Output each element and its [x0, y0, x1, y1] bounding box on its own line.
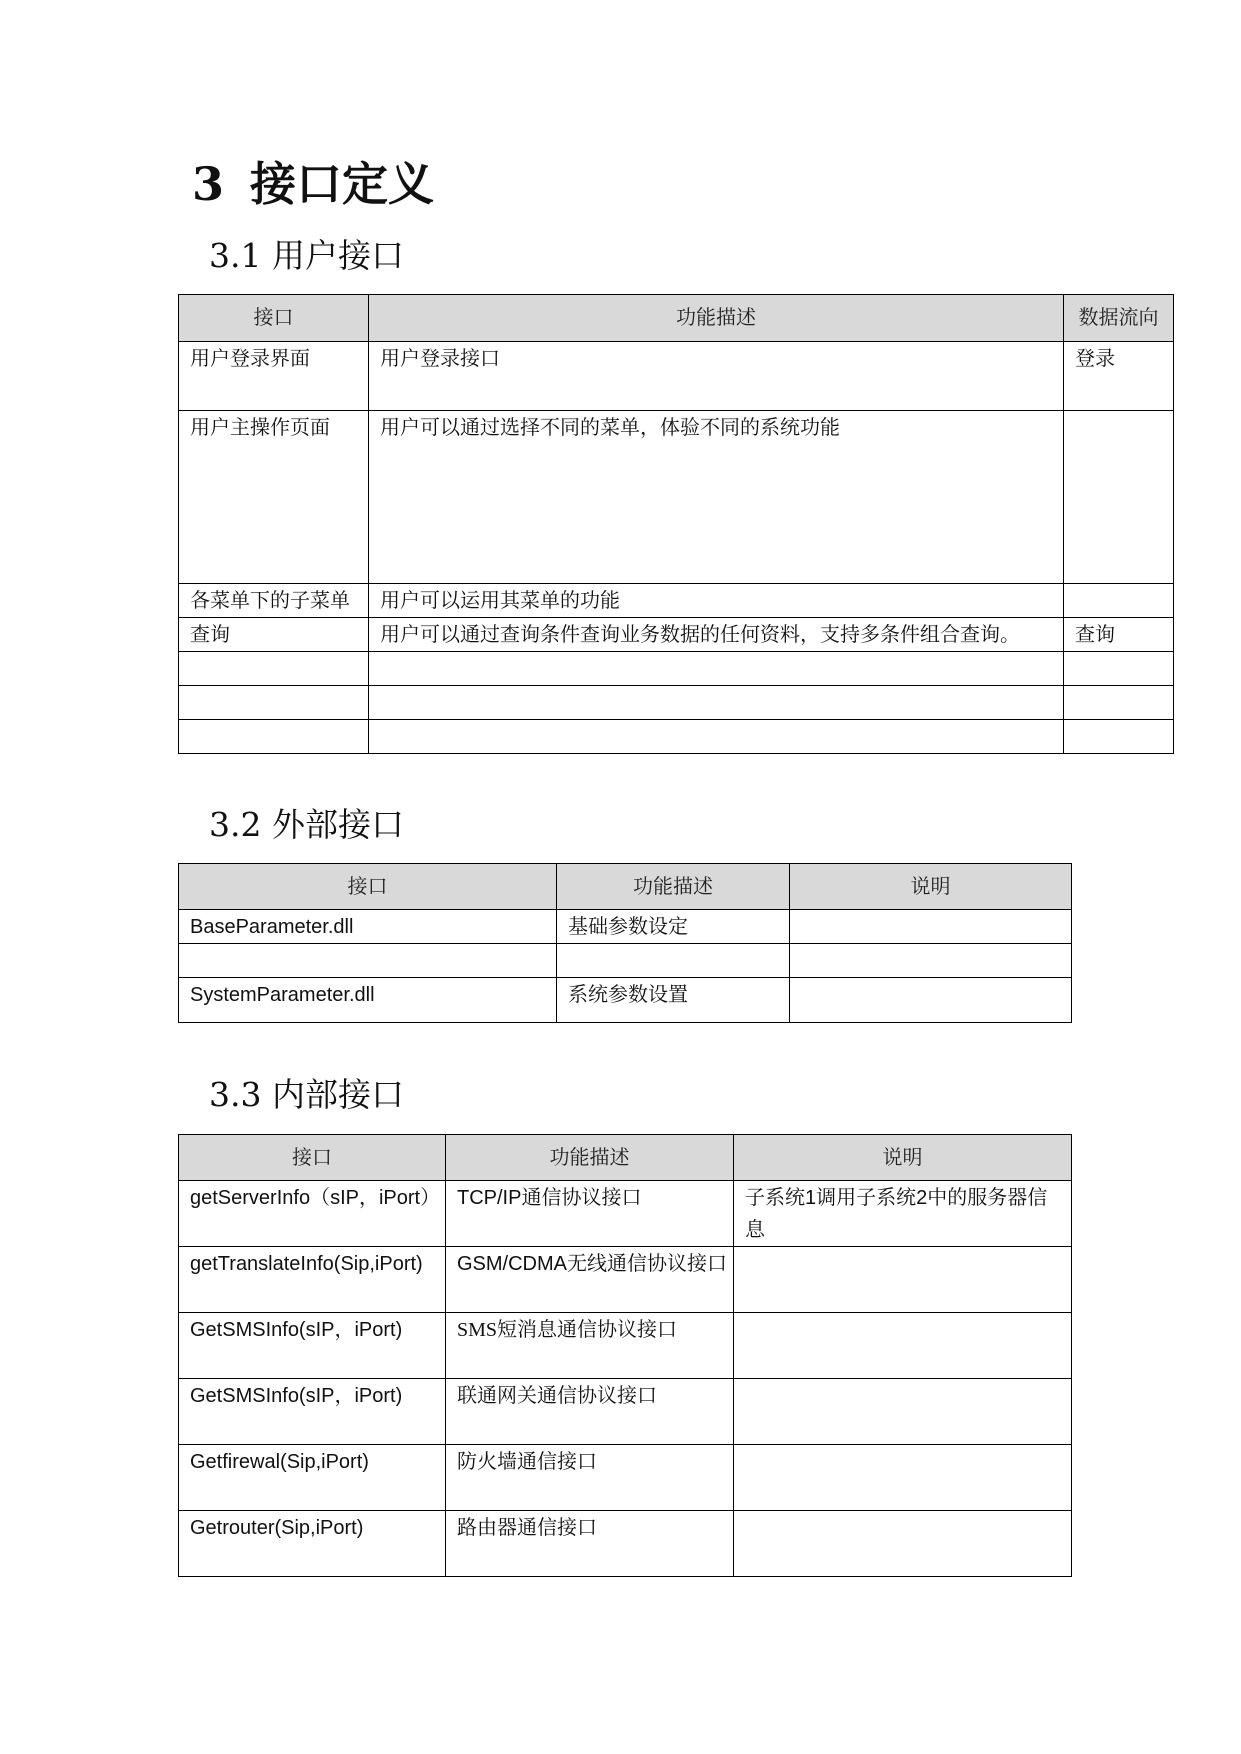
- header-notes: 说明: [734, 1135, 1072, 1181]
- cell-description: [369, 686, 1064, 720]
- cell-interface: GetSMSInfo(sIP，iPort): [179, 1313, 446, 1379]
- cell-data-flow: [1064, 584, 1174, 618]
- cell-description: GSM/CDMA无线通信协议接口: [446, 1247, 734, 1313]
- cell-interface: 各菜单下的子菜单: [179, 584, 369, 618]
- cell-description: 用户可以通过选择不同的菜单，体验不同的系统功能: [369, 411, 1064, 584]
- cell-description: 用户可以运用其菜单的功能: [369, 584, 1064, 618]
- table-row: [179, 411, 1174, 584]
- table-row: [179, 342, 1174, 411]
- cell-interface: Getfirewal(Sip,iPort): [179, 1445, 446, 1511]
- table-row: [179, 910, 1072, 944]
- external-interface-table: [178, 863, 1072, 1023]
- cell-interface: SystemParameter.dll: [179, 978, 557, 1023]
- cell-notes: [790, 910, 1072, 944]
- table-row: [179, 652, 1174, 686]
- cell-description: 联通网关通信协议接口: [446, 1379, 734, 1445]
- cell-data-flow: [1064, 411, 1174, 584]
- cell-description: 用户可以通过查询条件查询业务数据的任何资料，支持多条件组合查询。: [369, 618, 1064, 652]
- cell-interface: 查询: [179, 618, 369, 652]
- cell-data-flow: 登录: [1064, 342, 1174, 411]
- header-interface: 接口: [179, 1135, 446, 1181]
- cell-description: 防火墙通信接口: [446, 1445, 734, 1511]
- cell-description: 基础参数设定: [557, 910, 790, 944]
- cell-notes: [790, 978, 1072, 1023]
- cell-interface: GetSMSInfo(sIP，iPort): [179, 1379, 446, 1445]
- cell-description: [369, 652, 1064, 686]
- table-row: [179, 978, 1072, 1023]
- cell-description: 用户登录接口: [369, 342, 1064, 411]
- table-row: [179, 1511, 1072, 1577]
- table-header-row: [179, 1135, 1072, 1181]
- user-interface-heading: 3.1 用户接口: [209, 236, 404, 275]
- header-interface: 接口: [179, 295, 369, 342]
- cell-data-flow: [1064, 686, 1174, 720]
- cell-description: [369, 720, 1064, 754]
- table-row: [179, 1445, 1072, 1511]
- header-function-description: 功能描述: [446, 1135, 734, 1181]
- cell-data-flow: [1064, 720, 1174, 754]
- table-header-row: [179, 295, 1174, 342]
- cell-interface: 用户主操作页面: [179, 411, 369, 584]
- cell-description: TCP/IP通信协议接口: [446, 1181, 734, 1247]
- cell-interface: [179, 944, 557, 978]
- cell-description: 路由器通信接口: [446, 1511, 734, 1577]
- chapter-heading: 3 接口定义: [192, 157, 435, 211]
- table-row: [179, 1313, 1072, 1379]
- header-data-flow: 数据流向: [1064, 295, 1174, 342]
- table-row: [179, 1181, 1072, 1247]
- cell-description: SMS短消息通信协议接口: [446, 1313, 734, 1379]
- cell-notes: [734, 1379, 1072, 1445]
- table-row: [179, 1379, 1072, 1445]
- cell-interface: [179, 652, 369, 686]
- cell-notes: [734, 1445, 1072, 1511]
- table-row: [179, 618, 1174, 652]
- cell-notes: [734, 1247, 1072, 1313]
- table-row: [179, 686, 1174, 720]
- cell-description: [557, 944, 790, 978]
- cell-notes: [734, 1313, 1072, 1379]
- cell-data-flow: [1064, 652, 1174, 686]
- cell-interface: getServerInfo（sIP，iPort）: [179, 1181, 446, 1247]
- cell-interface: BaseParameter.dll: [179, 910, 557, 944]
- cell-interface: getTranslateInfo(Sip,iPort): [179, 1247, 446, 1313]
- cell-interface: [179, 686, 369, 720]
- header-function-description: 功能描述: [369, 295, 1064, 342]
- cell-notes: [790, 944, 1072, 978]
- table-row: [179, 1247, 1072, 1313]
- header-interface: 接口: [179, 864, 557, 910]
- header-notes: 说明: [790, 864, 1072, 910]
- internal-interface-heading: 3.3 内部接口: [209, 1075, 404, 1114]
- table-row: [179, 720, 1174, 754]
- table-header-row: [179, 864, 1072, 910]
- internal-interface-table: [178, 1134, 1072, 1577]
- cell-description: 系统参数设置: [557, 978, 790, 1023]
- user-interface-table: [178, 294, 1174, 754]
- header-function-description: 功能描述: [557, 864, 790, 910]
- cell-notes: [734, 1511, 1072, 1577]
- external-interface-heading: 3.2 外部接口: [209, 805, 404, 844]
- cell-notes: 子系统1调用子系统2中的服务器信息: [734, 1181, 1072, 1247]
- cell-interface: 用户登录界面: [179, 342, 369, 411]
- cell-interface: [179, 720, 369, 754]
- table-row: [179, 584, 1174, 618]
- table-row: [179, 944, 1072, 978]
- cell-interface: Getrouter(Sip,iPort): [179, 1511, 446, 1577]
- cell-data-flow: 查询: [1064, 618, 1174, 652]
